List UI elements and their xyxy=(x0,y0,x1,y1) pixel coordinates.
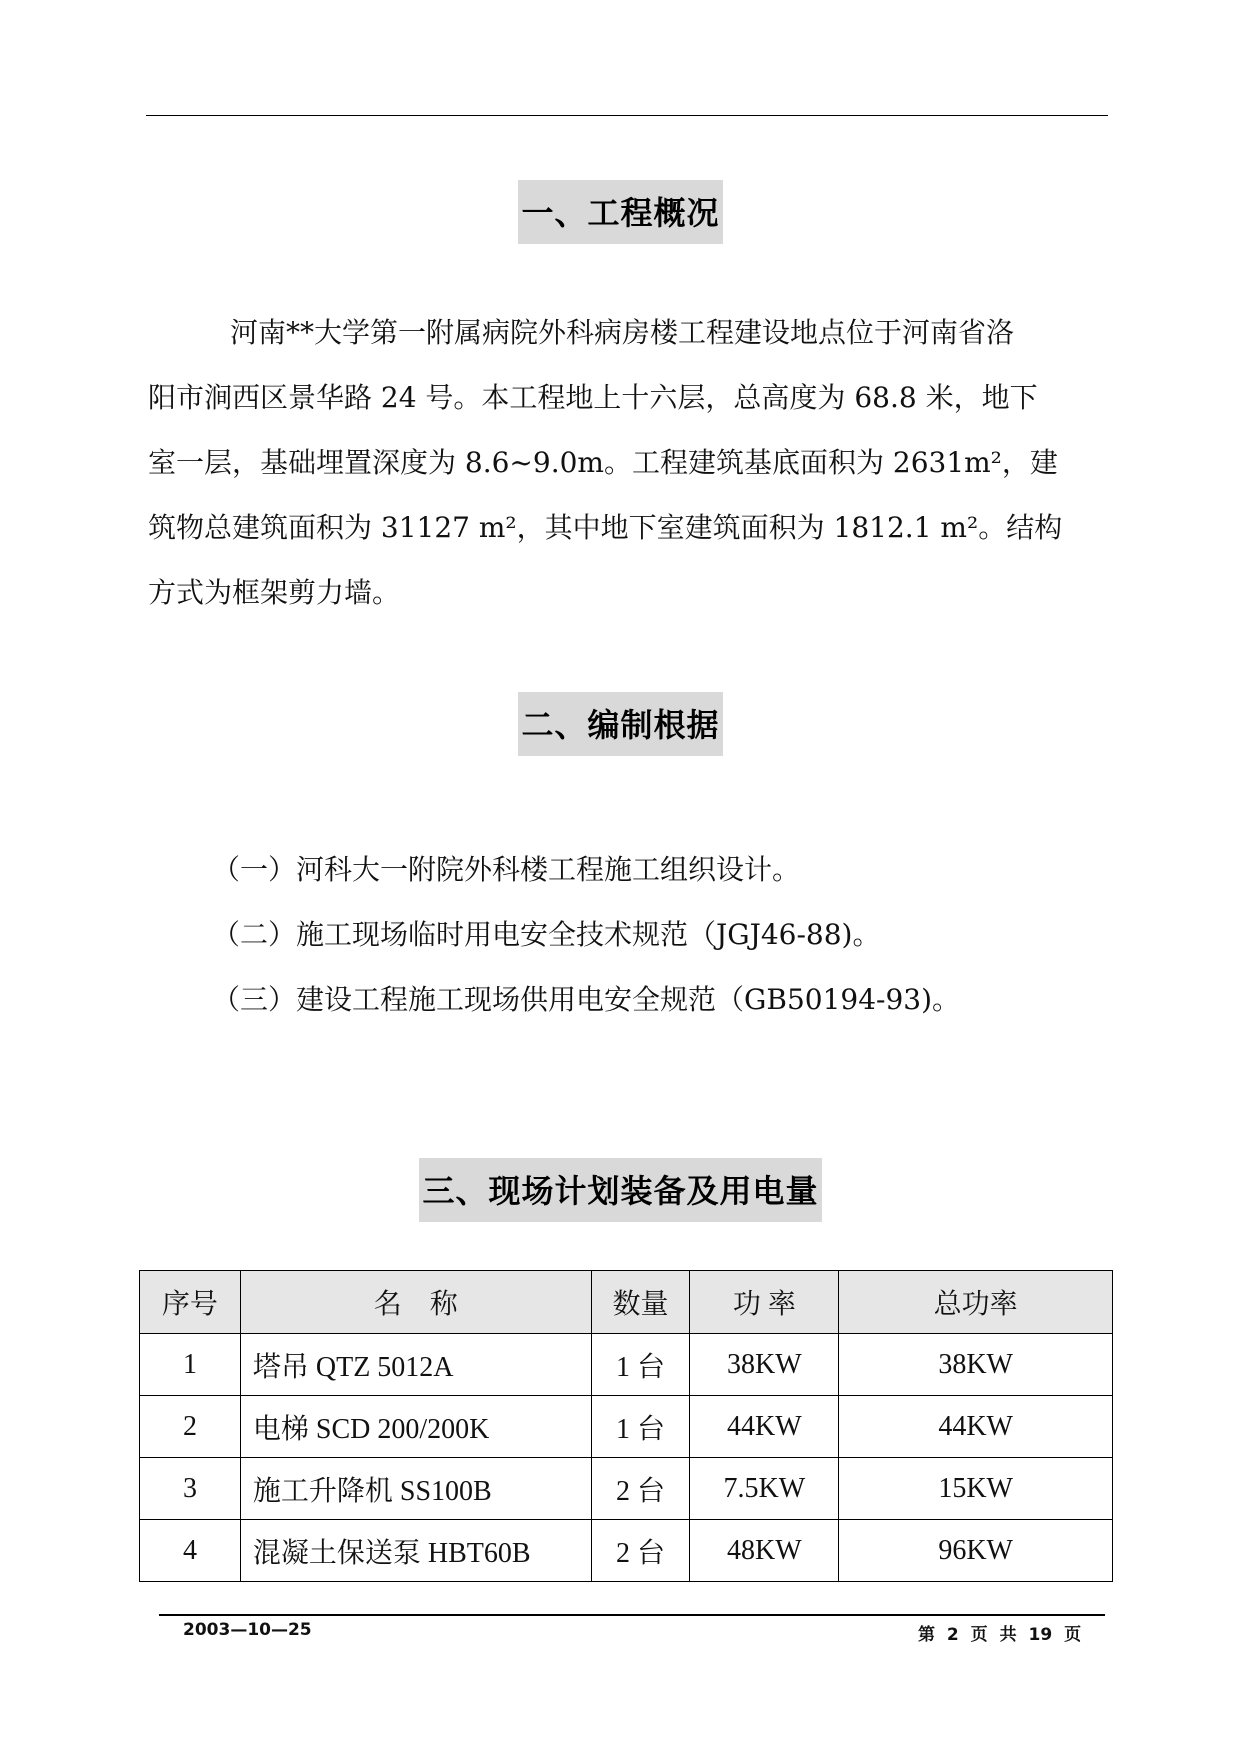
table-cell: 施工升降机 SS100B xyxy=(240,1458,591,1520)
table-row xyxy=(140,1458,1113,1520)
overview-line: 室一层，基础埋置深度为 8.6~9.0m。工程建筑基底面积为 2631m²，建 xyxy=(148,446,1058,479)
table-cell: 44KW xyxy=(839,1396,1113,1458)
table-cell: 4 xyxy=(140,1520,241,1582)
basis-item: （二）施工现场临时用电安全技术规范（JGJ46-88)。 xyxy=(212,918,881,951)
table-cell: 44KW xyxy=(690,1396,839,1458)
header-rule xyxy=(146,115,1108,116)
table-cell: 3 xyxy=(140,1458,241,1520)
header-cell: 名 称 xyxy=(240,1271,591,1334)
table-cell: 38KW xyxy=(839,1334,1113,1396)
table-cell: 7.5KW xyxy=(690,1458,839,1520)
table-cell: 混凝土保送泵 HBT60B xyxy=(240,1520,591,1582)
header-cell: 数量 xyxy=(591,1271,690,1334)
table-cell: 1 xyxy=(140,1334,241,1396)
overview-paragraph xyxy=(148,300,1106,625)
table-cell: 1 台 xyxy=(591,1334,690,1396)
table-cell: 48KW xyxy=(690,1520,839,1582)
overview-line: 阳市涧西区景华路 24 号。本工程地上十六层，总高度为 68.8 米，地下 xyxy=(148,381,1038,414)
header-cell: 序号 xyxy=(140,1271,241,1334)
section-heading-equipment: 三、现场计划装备及用电量 xyxy=(0,1158,1241,1222)
footer-date: 2003—10—25 xyxy=(183,1620,312,1640)
table-cell: 塔吊 QTZ 5012A xyxy=(240,1334,591,1396)
equipment-table xyxy=(139,1270,1113,1582)
table-cell: 1 台 xyxy=(591,1396,690,1458)
table-cell: 2 台 xyxy=(591,1520,690,1582)
table-row xyxy=(140,1334,1113,1396)
section-heading-basis: 二、编制根据 xyxy=(0,692,1241,756)
footer-rule xyxy=(159,1614,1105,1616)
table-row xyxy=(140,1396,1113,1458)
overview-line: 筑物总建筑面积为 31127 m²，其中地下室建筑面积为 1812.1 m²。结构 xyxy=(148,511,1063,544)
page-number: 第 2 页 共 19 页 xyxy=(918,1625,1082,1645)
table-header-row xyxy=(140,1271,1113,1334)
table-row xyxy=(140,1520,1113,1582)
overview-line: 方式为框架剪力墙。 xyxy=(148,576,401,609)
basis-item: （一）河科大一附院外科楼工程施工组织设计。 xyxy=(212,853,801,886)
header-cell: 功 率 xyxy=(690,1271,839,1334)
table-cell: 38KW xyxy=(690,1334,839,1396)
table-cell: 2 xyxy=(140,1396,241,1458)
table-cell: 15KW xyxy=(839,1458,1113,1520)
table-cell: 96KW xyxy=(839,1520,1113,1582)
table-cell: 2 台 xyxy=(591,1458,690,1520)
table-cell: 电梯 SCD 200/200K xyxy=(240,1396,591,1458)
section-heading-overview: 一、工程概况 xyxy=(0,180,1241,244)
overview-line: 河南**大学第一附属病院外科病房楼工程建设地点位于河南省洛 xyxy=(230,316,1015,349)
basis-item: （三）建设工程施工现场供用电安全规范（GB50194-93)。 xyxy=(212,983,961,1016)
header-cell: 总功率 xyxy=(839,1271,1113,1334)
